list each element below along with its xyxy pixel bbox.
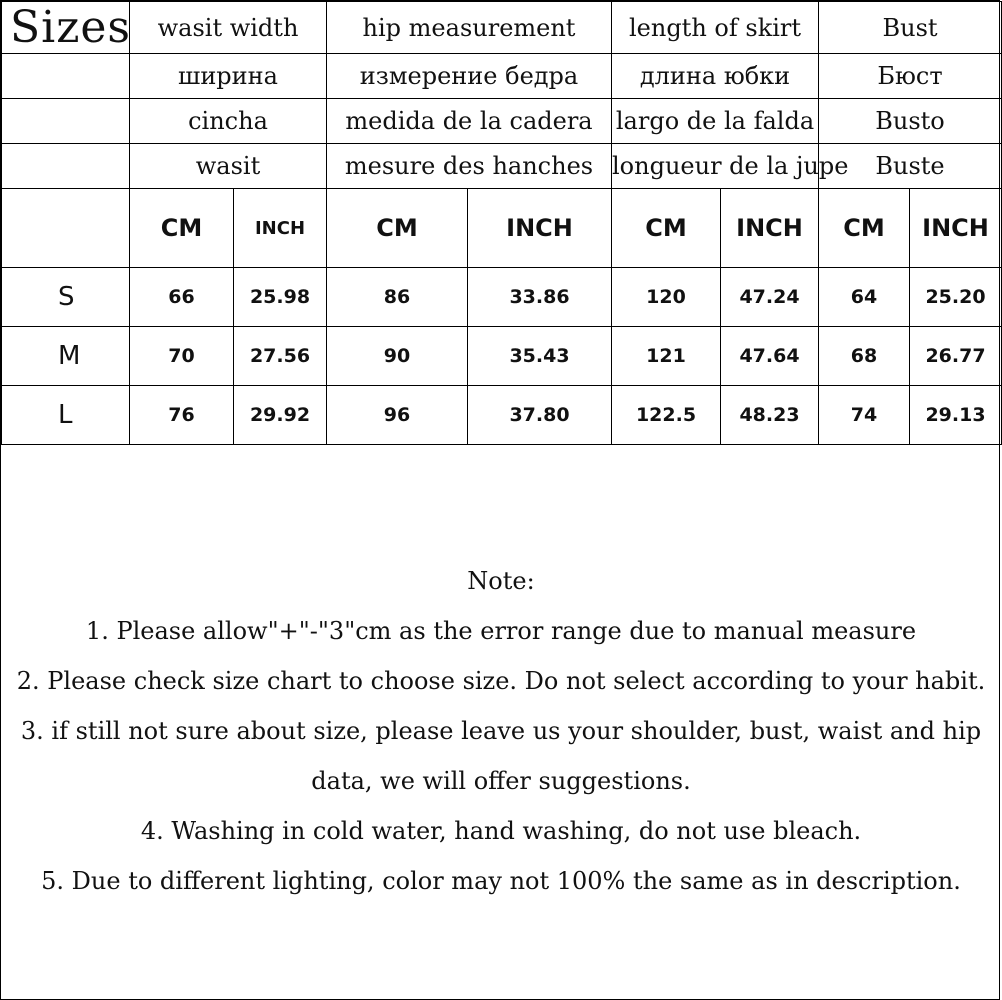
- unit-cell: CM: [819, 189, 910, 268]
- header-skirt-length: largo de la falda: [612, 99, 819, 144]
- table-cell: 47.64: [721, 327, 819, 386]
- note-line: 4. Washing in cold water, hand washing, do not use bleach.: [140, 817, 862, 845]
- table-cell: 33.86: [468, 268, 612, 327]
- table-cell: 29.13: [910, 386, 1002, 445]
- header-waist: wasit width: [130, 2, 327, 54]
- header-bust: Бюст: [819, 54, 1002, 99]
- header-row-french: [2, 144, 1002, 189]
- header-bust: Buste: [819, 144, 1002, 189]
- table-row: [2, 327, 1002, 386]
- header-hip: hip measurement: [327, 2, 612, 54]
- table-cell: 47.24: [721, 268, 819, 327]
- header-skirt-length: length of skirt: [612, 2, 819, 54]
- header-hip: mesure des hanches: [327, 144, 612, 189]
- unit-cell: INCH: [468, 189, 612, 268]
- header-skirt-length: длина юбки: [612, 54, 819, 99]
- header-skirt-length: longueur de la jupe: [612, 144, 819, 189]
- header-row-russian: [2, 54, 1002, 99]
- unit-cell: CM: [130, 189, 234, 268]
- header-row-spanish: [2, 99, 1002, 144]
- size-label: L: [2, 386, 130, 445]
- size-label: S: [2, 268, 130, 327]
- table-cell: 86: [327, 268, 468, 327]
- notes-heading: Note:: [467, 567, 535, 595]
- table-row: [2, 268, 1002, 327]
- unit-cell: CM: [612, 189, 721, 268]
- table-cell: 121: [612, 327, 721, 386]
- header-waist: cincha: [130, 99, 327, 144]
- table-cell: 122.5: [612, 386, 721, 445]
- table-cell: 25.20: [910, 268, 1002, 327]
- empty-cell: [2, 189, 130, 268]
- size-label: M: [2, 327, 130, 386]
- table-cell: 26.77: [910, 327, 1002, 386]
- empty-cell: [2, 144, 130, 189]
- table-cell: 25.98: [234, 268, 327, 327]
- header-bust: Busto: [819, 99, 1002, 144]
- unit-cell: CM: [327, 189, 468, 268]
- table-row: [2, 386, 1002, 445]
- note-line: 1. Please allow"+"-"3"cm as the error range due to manual measure: [85, 617, 917, 645]
- table-cell: 64: [819, 268, 910, 327]
- note-line: 3. if still not sure about size, please leave us your shoulder, bust, waist and hip: [20, 717, 982, 745]
- header-hip: измерение бедра: [327, 54, 612, 99]
- header-hip: medida de la cadera: [327, 99, 612, 144]
- size-chart-table: [1, 1, 1002, 445]
- empty-cell: [2, 54, 130, 99]
- note-line: 5. Due to different lighting, color may not 100% the same as in description.: [41, 867, 961, 895]
- table-cell: 35.43: [468, 327, 612, 386]
- table-cell: 90: [327, 327, 468, 386]
- table-cell: 48.23: [721, 386, 819, 445]
- table-cell: 29.92: [234, 386, 327, 445]
- header-waist: ширина: [130, 54, 327, 99]
- table-cell: 66: [130, 268, 234, 327]
- table-title: Sizes: [2, 2, 130, 54]
- table-cell: 68: [819, 327, 910, 386]
- unit-cell: INCH: [910, 189, 1002, 268]
- note-line: data, we will offer suggestions.: [311, 767, 691, 795]
- note-line: 2. Please check size chart to choose size. Do not select according to your habit.: [16, 667, 986, 695]
- table-cell: 120: [612, 268, 721, 327]
- table-cell: 76: [130, 386, 234, 445]
- table-cell: 27.56: [234, 327, 327, 386]
- header-waist: wasit: [130, 144, 327, 189]
- empty-cell: [2, 99, 130, 144]
- table-cell: 96: [327, 386, 468, 445]
- unit-cell: INCH: [721, 189, 819, 268]
- unit-row: [2, 189, 1002, 268]
- header-bust: Bust: [819, 2, 1002, 54]
- header-row-english: [2, 2, 1002, 54]
- table-cell: 37.80: [468, 386, 612, 445]
- unit-cell: INCH: [234, 189, 327, 268]
- table-cell: 74: [819, 386, 910, 445]
- table-cell: 70: [130, 327, 234, 386]
- notes-section: [1, 556, 1001, 906]
